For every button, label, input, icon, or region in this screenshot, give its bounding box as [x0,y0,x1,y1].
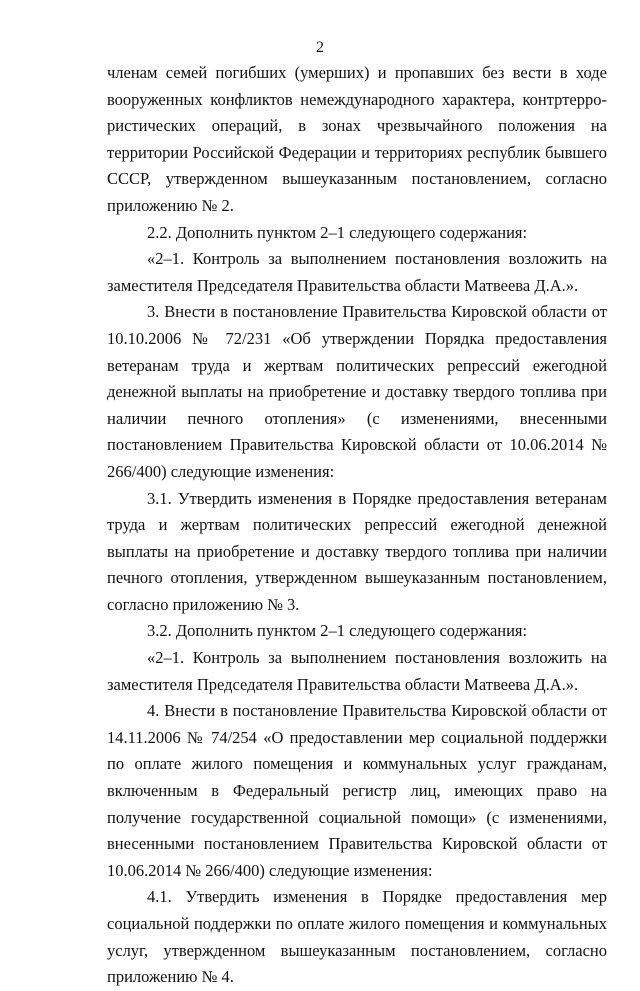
paragraph-3-2: 3.2. Дополнить пунктом 2–1 следующего содержания: [147,621,528,641]
paragraph-2-2: 2.2. Дополнить пунктом 2–1 следующего содержания: [147,222,528,242]
paragraph-3-2-quote: «2–1. Контроль за выполнением постановления возложить на заместителя Председателя Правительства области Матвеева Д.А.». [107,648,607,694]
paragraph-3: 3. Внести в постановление Правительства Кировской области от 10.10.2006 № 72/231 «Об утверждении Порядка предоставления ветеранам труда и жертвам политических репрессий ежегодной денежной выплаты на приобретение и доставку твердого топлива при наличии печного отопления» (с изменениями, внесенными постановлением Правительства Кировской области от 10.06.2014 № 266/400) следующие изменения: [107,302,607,481]
page-number: 2 [316,39,324,56]
document-body [107,60,607,991]
paragraph-4-1: 4.1. Утвердить изменения в Порядке предоставления мер социальной поддержки по оплате жилого помещения и коммунальных услуг, утвержденном вышеуказанным постановлением, согласно приложению № 4. [107,887,607,987]
paragraph-3-1: 3.1. Утвердить изменения в Порядке предоставления ветеранам труда и жертвам политических репрессий ежегодной денежной выплаты на приобретение и доставку твердого топлива при наличии печного отопления, утвержденном вышеуказанным постановлением, согласно приложению № 3. [107,488,607,614]
paragraph-2-2-quote: «2–1. Контроль за выполнением постановления возложить на заместителя Председателя Правительства области Матвеева Д.А.». [107,249,607,295]
paragraph-continuation: членам семей погибших (умерших) и пропавших без вести в ходе вооруженных конфликтов немеждународного характера, контртерро- ристических операций, в зонах чрезвычайного положения на территории Российской Федерации и территориях республик бывшего СССР, утвержденном вышеуказанным постановлением, согласно приложению № 2. [107,63,607,215]
paragraph-4: 4. Внести в постановление Правительства Кировской области от 14.11.2006 № 74/254 «О предоставлении мер социальной поддержки по оплате жилого помещения и коммунальных услуг гражданам, включенным в Федеральный регистр лиц, имеющих право на получение государственной социальной помощи» (с изменениями, внесенными постановлением Правительства Кировской области от 10.06.2014 № 266/400) следующие изменения: [107,701,607,880]
